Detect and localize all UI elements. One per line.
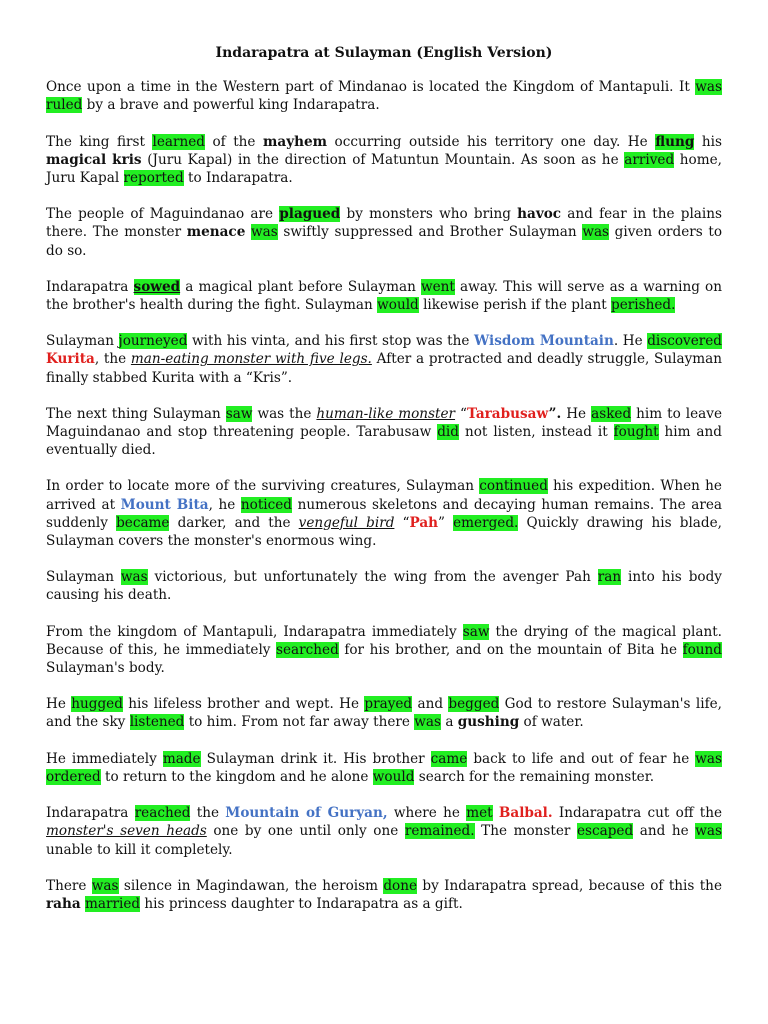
- text-run: home, Juru Kapal: [46, 151, 722, 187]
- story-paragraph: [46, 78, 722, 114]
- text-run: one by one until only one: [206, 823, 405, 840]
- bold-term: gushing: [457, 714, 520, 731]
- story-paragraph: [46, 133, 722, 188]
- highlighted-verb: made: [162, 750, 201, 767]
- text-run: given orders to do so.: [46, 224, 723, 259]
- highlighted-verb: was: [91, 877, 119, 894]
- text-run: victorious, but unfortunately the wing from the avenger Pah: [147, 569, 598, 586]
- monster-description: human-like monster: [316, 405, 456, 422]
- highlighted-verb: married: [85, 895, 141, 912]
- text-run: to return to the kingdom and he alone: [100, 768, 373, 785]
- document-title: Indarapatra at Sulayman (English Version): [215, 45, 553, 61]
- text-run: of the: [204, 133, 263, 150]
- monster-description: vengeful bird: [298, 514, 395, 531]
- text-run: After a protracted and deadly struggle, Sulayman finally stabbed Kurita with a “Kris”.: [46, 351, 723, 386]
- highlighted-verb: sowed: [133, 278, 181, 295]
- text-run: with his vinta, and his first stop was the: [187, 333, 475, 350]
- text-run: , the: [94, 351, 131, 368]
- story-paragraph: [46, 278, 722, 314]
- text-run: He immediately: [46, 750, 163, 767]
- highlighted-verb: done: [383, 877, 418, 894]
- text-run: Sulayman: [46, 569, 121, 586]
- highlighted-verb: found: [682, 641, 722, 658]
- highlighted-verb: ordered: [46, 768, 101, 785]
- text-run: numerous skeletons and decaying human remains. The area suddenly: [46, 496, 723, 531]
- text-run: The king first: [46, 133, 153, 150]
- highlighted-verb: arrived: [624, 151, 675, 168]
- story-paragraph: [46, 405, 722, 460]
- highlighted-verb: flung: [655, 133, 695, 150]
- text-run: a: [441, 714, 458, 731]
- highlighted-verb: reported: [123, 170, 184, 187]
- text-run: There: [46, 877, 92, 894]
- highlighted-verb: saw: [225, 405, 253, 422]
- text-run: likewise perish if the plant: [418, 297, 611, 314]
- highlighted-verb: searched: [276, 641, 339, 658]
- story-paragraph: [46, 695, 722, 731]
- highlighted-verb: plagued: [279, 206, 341, 223]
- text-run: Sulayman's body.: [46, 660, 165, 677]
- highlighted-verb: prayed: [364, 696, 413, 713]
- text-run: The monster: [474, 823, 577, 840]
- text-run: his expedition. When he arrived at: [46, 478, 722, 513]
- story-paragraph: [46, 623, 722, 678]
- highlighted-verb: continued: [479, 478, 548, 495]
- story-paragraph: [46, 750, 722, 786]
- text-run: of water.: [519, 714, 584, 731]
- text-run: Sulayman drink it. His brother: [200, 750, 431, 767]
- highlighted-verb: escaped: [576, 823, 634, 840]
- text-run: unable to kill it completely.: [46, 841, 233, 858]
- highlighted-verb: was: [695, 79, 722, 96]
- highlighted-verb: saw: [462, 623, 490, 640]
- text-run: occurring outside his territory one day. He: [327, 133, 656, 150]
- text-run: and: [412, 696, 449, 713]
- text-run: (Juru Kapal) in the direction of Matuntun Mountain. As soon as he: [141, 151, 625, 168]
- story-paragraph: [46, 477, 722, 550]
- text-run: Once upon a time in the Western part of Mindanao is located the Kingdom of Mantapuli. It: [46, 79, 696, 96]
- text-run: Quickly drawing his blade, Sulayman covers the monster's enormous wing.: [46, 514, 722, 550]
- highlighted-verb: met: [466, 805, 493, 822]
- text-run: away. This will serve as a warning on the brother's health during the fight. Sulayman: [46, 278, 722, 314]
- place-name: Wisdom Mountain: [474, 333, 614, 350]
- text-run: Indarapatra cut off the: [552, 805, 723, 822]
- text-run: silence in Magindawan, the heroism: [118, 877, 384, 894]
- text-run: into his body causing his death.: [46, 569, 722, 604]
- text-run: . He: [613, 333, 648, 350]
- highlighted-verb: would: [372, 768, 415, 785]
- highlighted-verb: became: [116, 514, 170, 531]
- place-name: Mount Bita: [120, 496, 209, 513]
- monster-name: Balbal.: [498, 805, 553, 822]
- bold-term: havoc: [517, 206, 562, 223]
- highlighted-verb: was: [582, 224, 610, 241]
- highlighted-verb: would: [377, 297, 419, 314]
- highlighted-verb: was: [695, 750, 723, 767]
- text-run: the: [190, 805, 226, 822]
- highlighted-verb: hugged: [71, 696, 123, 713]
- highlighted-verb: asked: [591, 405, 632, 422]
- text-run: Indarapatra: [46, 278, 134, 295]
- story-paragraph: [46, 568, 722, 604]
- place-name: Mountain of Guryan,: [225, 805, 388, 822]
- highlighted-verb: fought: [613, 424, 659, 441]
- highlighted-verb: emerged.: [453, 514, 519, 531]
- story-paragraph: [46, 877, 722, 913]
- highlighted-verb: was: [695, 823, 722, 840]
- highlighted-verb: was: [120, 569, 148, 586]
- text-run: by monsters who bring: [340, 206, 518, 223]
- text-run: From the kingdom of Mantapuli, Indarapatra immediately: [46, 623, 463, 640]
- highlighted-verb: learned: [152, 133, 205, 150]
- bold-term: raha: [46, 895, 81, 912]
- text-run: darker, and the: [169, 514, 299, 531]
- bold-term: magical kris: [46, 151, 142, 168]
- text-run: The people of Maguindanao are: [46, 206, 280, 223]
- highlighted-verb: ran: [597, 569, 622, 586]
- story-paragraph: [46, 205, 722, 260]
- bold-term: menace: [186, 224, 246, 241]
- text-run: “: [394, 514, 410, 531]
- highlighted-verb: perished.: [611, 297, 676, 314]
- text-run: was the: [252, 405, 317, 422]
- highlighted-verb: came: [430, 750, 468, 767]
- text-run: and fear in the plains there. The monster: [46, 206, 722, 241]
- text-run: by a brave and powerful king Indarapatra.: [82, 97, 380, 114]
- text-run: to him. From not far away there: [184, 714, 415, 731]
- highlighted-verb: did: [437, 424, 459, 441]
- bold-term: mayhem: [263, 133, 328, 150]
- highlighted-verb: went: [420, 278, 455, 295]
- text-run: him and eventually died.: [46, 424, 722, 459]
- text-run: to Indarapatra.: [183, 170, 293, 187]
- text-run: his lifeless brother and wept. He: [122, 696, 365, 713]
- text-run: the drying of the magical plant. Because of this, he immediately: [46, 623, 722, 658]
- text-run: He: [46, 696, 72, 713]
- highlighted-verb: reached: [134, 805, 191, 822]
- text-run: swiftly suppressed and Brother Sulayman: [277, 224, 583, 241]
- text-run: and he: [633, 823, 696, 840]
- highlighted-verb: begged: [448, 696, 500, 713]
- text-run: him to leave Maguindanao and stop threatening people. Tarabusaw: [46, 405, 723, 441]
- highlighted-verb: was: [251, 224, 278, 241]
- text-run: back to life and out of fear he: [467, 750, 696, 767]
- highlighted-verb: journeyed: [118, 333, 188, 350]
- monster-name: Pah: [409, 514, 439, 531]
- text-run: by Indarapatra spread, because of this the: [417, 877, 722, 894]
- text-run: his: [694, 133, 722, 150]
- highlighted-verb: remained.: [404, 823, 475, 840]
- highlighted-verb: noticed: [240, 496, 292, 513]
- text-run: for his brother, and on the mountain of Bita he: [338, 641, 683, 658]
- bold-term: ”.: [548, 405, 562, 422]
- text-run: not listen, instead it: [459, 424, 614, 441]
- text-run: The next thing Sulayman: [46, 405, 226, 422]
- monster-name: Kurita: [46, 351, 95, 368]
- text-run: God to restore Sulayman's life, and the sky: [46, 696, 722, 731]
- monster-name: Tarabusaw: [467, 405, 549, 422]
- story-body: [46, 78, 722, 913]
- story-paragraph: [46, 332, 722, 387]
- text-run: , he: [208, 496, 241, 513]
- text-run: In order to locate more of the surviving creatures, Sulayman: [46, 478, 480, 495]
- text-run: a magical plant before Sulayman: [180, 278, 421, 295]
- monster-description: monster's seven heads: [46, 823, 207, 840]
- text-run: He: [561, 405, 592, 422]
- highlighted-verb: listened: [129, 714, 185, 731]
- text-run: his princess daughter to Indarapatra as a gift.: [140, 895, 463, 912]
- story-paragraph: [46, 804, 722, 859]
- text-run: Indarapatra: [46, 805, 135, 822]
- monster-description: man-eating monster with five legs.: [130, 351, 372, 368]
- text-run: “: [455, 405, 467, 422]
- text-run: ”: [438, 514, 454, 531]
- text-run: Sulayman: [46, 333, 119, 350]
- text-run: search for the remaining monster.: [414, 768, 655, 785]
- highlighted-verb: was: [414, 714, 441, 731]
- text-run: where he: [387, 805, 467, 822]
- highlighted-verb: ruled: [46, 97, 83, 114]
- highlighted-verb: discovered: [647, 333, 723, 350]
